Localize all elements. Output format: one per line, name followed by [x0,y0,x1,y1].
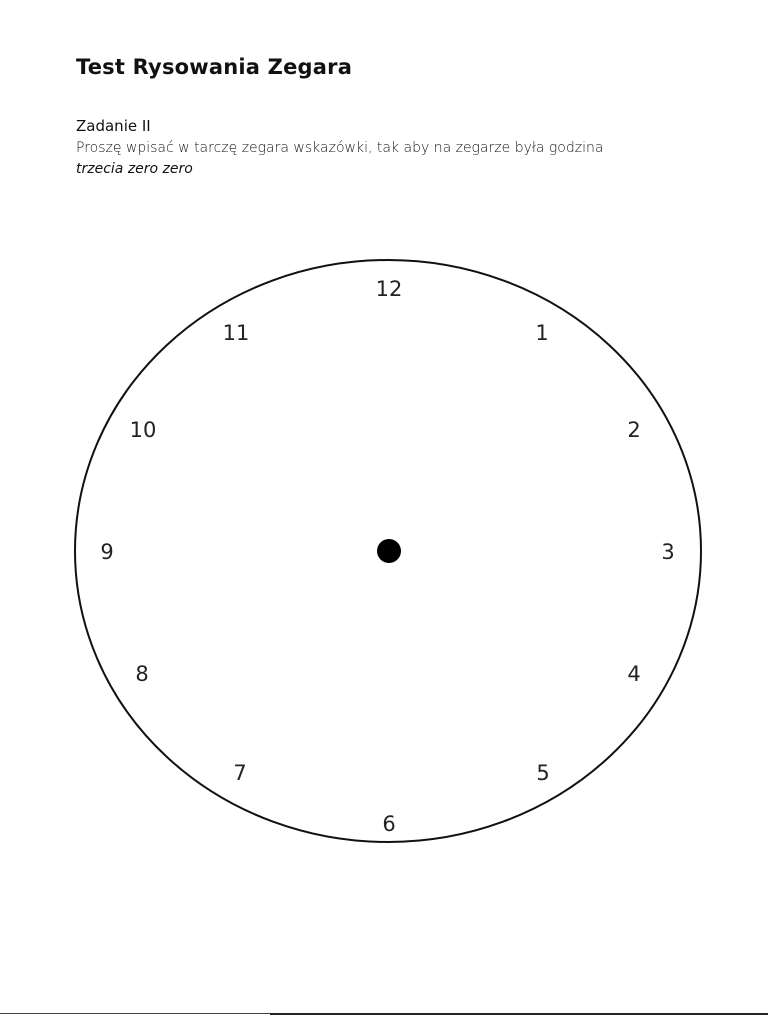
numeral-11: 11 [222,321,250,345]
numeral-7: 7 [233,761,247,785]
numeral-1: 1 [535,321,549,345]
numeral-12: 12 [375,277,403,301]
task-heading: Zadanie II [76,117,151,135]
numeral-5: 5 [536,761,550,785]
numeral-10: 10 [129,418,157,442]
numeral-4: 4 [627,662,641,686]
document-title: Test Rysowania Zegara [76,55,353,79]
bottom-divider-thick [270,1013,768,1015]
target-time: trzecia zero zero [76,161,193,177]
numeral-3: 3 [661,540,675,564]
clock-center-dot [377,539,401,563]
task-instruction: Proszę wpisać w tarczę zegara wskazówki, tak aby na zegarze była godzina [76,140,604,156]
numeral-2: 2 [627,418,641,442]
numeral-6: 6 [382,812,396,836]
numeral-9: 9 [100,540,114,564]
numeral-8: 8 [135,662,149,686]
